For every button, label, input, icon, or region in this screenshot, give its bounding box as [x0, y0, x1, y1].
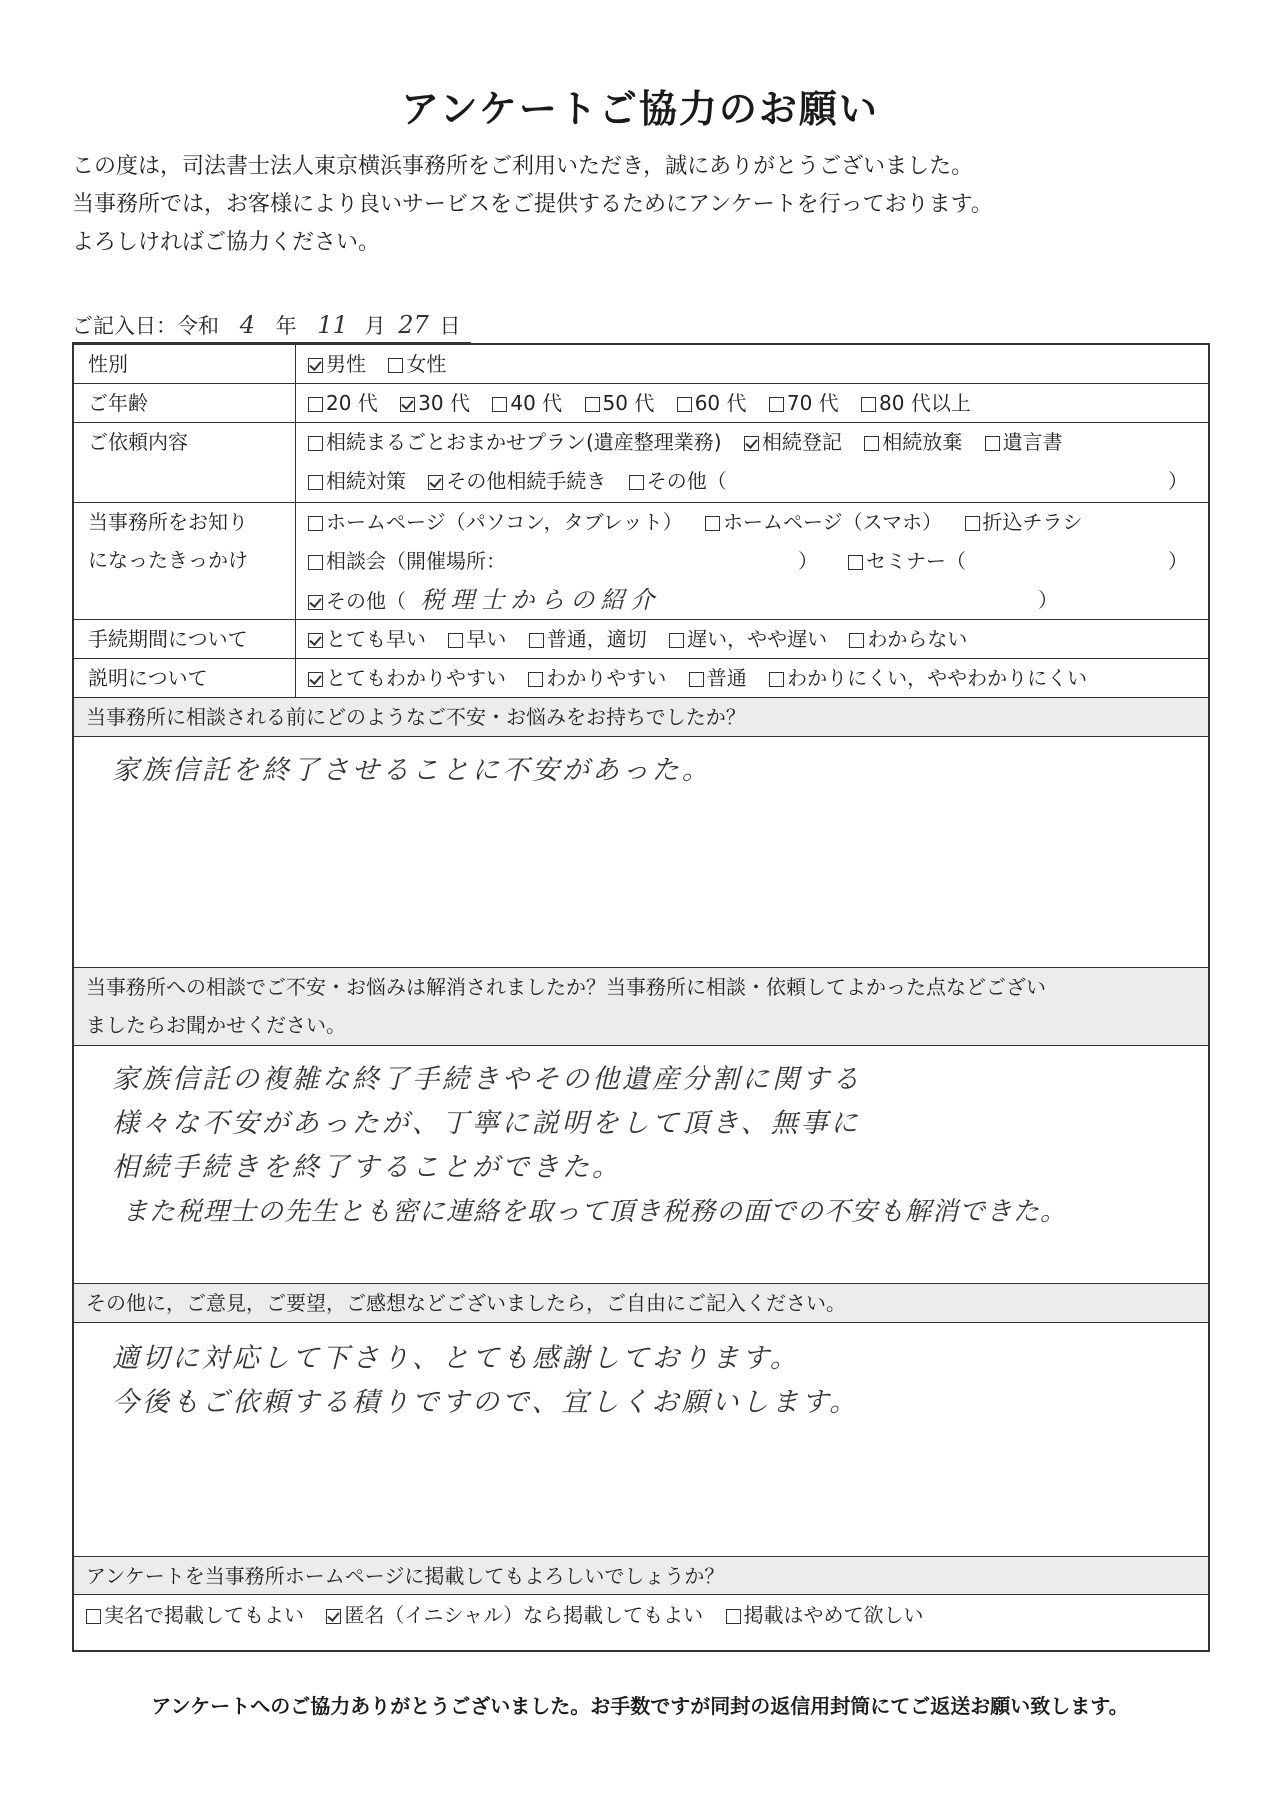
- answer-line: 今後もご依頼する積りですので、宜しくお願いします。: [112, 1387, 860, 1418]
- publish-option[interactable]: [326, 1595, 703, 1635]
- option-label: その他（: [646, 469, 727, 493]
- option-label: 70 代: [786, 391, 839, 415]
- answer-line: 相続手続きを終了することができた。: [112, 1152, 622, 1183]
- request-option[interactable]: [428, 462, 606, 501]
- source-other-value[interactable]: 税理士からの紹介: [420, 586, 661, 614]
- checkbox[interactable]: [400, 397, 415, 412]
- checkbox[interactable]: [769, 397, 784, 412]
- publish-option[interactable]: [86, 1595, 304, 1635]
- survey-form: [72, 343, 1210, 1652]
- checkbox[interactable]: [861, 397, 876, 412]
- gender-options: [298, 345, 1208, 383]
- q1-question: 当事務所に相談される前にどのようなご不安・お悩みをお持ちでしたか？: [74, 698, 1208, 737]
- paren-close: ）: [798, 549, 818, 573]
- date-year[interactable]: 4: [239, 311, 255, 339]
- period-option[interactable]: [448, 620, 506, 659]
- request-option[interactable]: [744, 423, 842, 462]
- option-label: 匿名（イニシャル）なら掲載してもよい: [344, 1603, 704, 1627]
- q1-answer[interactable]: [74, 737, 1208, 968]
- option-label: とてもわかりやすい: [326, 666, 506, 690]
- age-option[interactable]: [769, 384, 839, 423]
- publish-question: アンケートを当事務所ホームページに掲載してもよろしいでしょうか？: [74, 1557, 1208, 1595]
- option-label: 遺言書: [1002, 430, 1063, 454]
- period-options: [298, 620, 1208, 658]
- request-row: [74, 423, 1208, 503]
- age-option[interactable]: [585, 384, 655, 423]
- checkbox[interactable]: [308, 516, 323, 531]
- age-label: ご年齢: [74, 384, 296, 422]
- option-label: 相続放棄: [882, 430, 963, 454]
- checkbox[interactable]: [689, 672, 704, 687]
- answer-line: 適切に対応して下さり、とても感謝しております。: [112, 1343, 800, 1374]
- source-option-other[interactable]: [308, 582, 406, 621]
- answer-line: 家族信託の複雑な終了手続きやその他遺産分割に関する: [112, 1064, 862, 1095]
- explanation-options: [298, 659, 1208, 697]
- period-option[interactable]: [669, 620, 827, 659]
- option-label: 相続まるごとおまかせプラン(遺産整理業務): [326, 430, 722, 454]
- entry-date: [72, 310, 471, 343]
- age-option[interactable]: [492, 384, 562, 423]
- option-label: ホームページ（スマホ）: [722, 510, 943, 534]
- source-options: [298, 503, 1208, 619]
- checkbox[interactable]: [744, 436, 759, 451]
- q2-question: [74, 968, 1208, 1046]
- source-row: [74, 503, 1208, 620]
- checkbox[interactable]: [308, 397, 323, 412]
- gender-option-male[interactable]: [308, 345, 366, 384]
- source-option[interactable]: [308, 503, 683, 542]
- paren-close: ）: [1038, 588, 1058, 612]
- checkbox[interactable]: [848, 555, 863, 570]
- intro-text: [72, 148, 993, 262]
- checkbox[interactable]: [308, 595, 323, 610]
- gender-option-female[interactable]: [388, 345, 446, 384]
- option-label: とても早い: [326, 627, 426, 651]
- checkbox[interactable]: [388, 358, 403, 373]
- q2-question-line: 当事務所への相談でご不安・お悩みは解消されましたか？当事務所に相談・依頼してよかった点などござい: [86, 975, 1046, 999]
- option-label: わかりにくい，ややわかりにくい: [787, 666, 1088, 690]
- option-label: 遅い，やや遅い: [687, 627, 828, 651]
- checkbox[interactable]: [528, 672, 543, 687]
- option-label: 掲載はやめて欲しい: [743, 1603, 924, 1627]
- checkbox[interactable]: [308, 475, 323, 490]
- q2-question-line: ましたらお聞かせください。: [86, 1013, 346, 1037]
- age-row: [74, 384, 1208, 423]
- answer-line: また税理士の先生とも密に連絡を取って頂き税務の面での不安も解消できた。: [122, 1197, 1068, 1227]
- checkbox[interactable]: [308, 555, 323, 570]
- date-month[interactable]: 11: [317, 311, 348, 339]
- checkbox[interactable]: [726, 1609, 741, 1624]
- age-options: [298, 384, 1208, 422]
- request-option[interactable]: [864, 423, 962, 462]
- date-year-unit: 年: [275, 314, 297, 338]
- checkbox[interactable]: [669, 633, 684, 648]
- option-label: 早い: [466, 627, 507, 651]
- option-label: 相談会（開催場所：: [326, 549, 506, 573]
- explanation-option[interactable]: [528, 659, 666, 698]
- option-label: その他相続手続き: [446, 469, 607, 493]
- option-label: 50 代: [602, 391, 655, 415]
- option-label: 20 代: [326, 391, 378, 415]
- date-day-unit: 日: [439, 314, 461, 338]
- request-option[interactable]: [985, 423, 1063, 462]
- intro-line: この度は，司法書士法人東京横浜事務所をご利用いただき，誠にありがとうございました。: [72, 154, 974, 179]
- checkbox[interactable]: [985, 436, 1000, 451]
- request-option[interactable]: [308, 462, 406, 501]
- q3-answer[interactable]: [74, 1323, 1208, 1557]
- gender-row: [74, 345, 1208, 384]
- option-label: 実名で掲載してもよい: [104, 1603, 304, 1627]
- source-label-line: 当事務所をお知り: [88, 510, 248, 534]
- checkbox[interactable]: [308, 672, 323, 687]
- checkbox[interactable]: [965, 516, 980, 531]
- option-label: 普通，適切: [546, 627, 647, 651]
- age-option[interactable]: [677, 384, 747, 423]
- age-option[interactable]: [308, 384, 378, 423]
- checkbox[interactable]: [326, 1609, 341, 1624]
- option-label: 30 代: [418, 391, 470, 415]
- option-label: 男性: [326, 352, 366, 376]
- explanation-row: [74, 659, 1208, 698]
- option-label: 相続対策: [326, 469, 406, 493]
- checkbox[interactable]: [308, 358, 323, 373]
- publish-options: [74, 1595, 1208, 1650]
- checkbox[interactable]: [705, 516, 720, 531]
- q3-question: その他に，ご意見，ご要望，ご感想などございましたら，ご自由にご記入ください。: [74, 1284, 1208, 1323]
- checkbox[interactable]: [86, 1609, 101, 1624]
- request-option-other[interactable]: [629, 462, 727, 501]
- source-option-consult[interactable]: [308, 542, 506, 581]
- checkbox[interactable]: [308, 633, 323, 648]
- publish-option[interactable]: [726, 1595, 924, 1635]
- checkbox[interactable]: [849, 633, 864, 648]
- period-row: [74, 620, 1208, 659]
- checkbox[interactable]: [864, 436, 879, 451]
- q2-answer[interactable]: [74, 1046, 1208, 1284]
- checkbox[interactable]: [448, 633, 463, 648]
- source-option-seminar[interactable]: [848, 542, 966, 581]
- request-options: [298, 423, 1208, 502]
- date-month-unit: 月: [364, 314, 386, 338]
- option-label: 折込チラシ: [982, 510, 1083, 534]
- paren-close: ）: [1168, 549, 1188, 573]
- period-option[interactable]: [849, 620, 967, 659]
- checkbox[interactable]: [629, 475, 644, 490]
- page-title: アンケートご協力のお願い: [401, 87, 879, 131]
- footer-note: アンケートへのご協力ありがとうございました。お手数ですが同封の返信用封筒にてご返送お願い致します。: [151, 1694, 1129, 1718]
- checkbox[interactable]: [769, 672, 784, 687]
- age-option[interactable]: [861, 384, 971, 423]
- answer-line: 家族信託を終了させることに不安があった。: [112, 755, 712, 786]
- option-label: 相続登記: [761, 430, 842, 454]
- age-option[interactable]: [400, 384, 470, 423]
- option-label: わかりやすい: [546, 666, 667, 690]
- period-option[interactable]: [529, 620, 647, 659]
- intro-line: 当事務所では，お客様により良いサービスをご提供するためにアンケートを行っております。: [72, 192, 993, 217]
- option-label: セミナー（: [866, 549, 966, 573]
- checkbox[interactable]: [492, 397, 507, 412]
- checkbox[interactable]: [677, 397, 692, 412]
- explanation-option[interactable]: [769, 659, 1087, 698]
- option-label: その他（: [326, 589, 406, 613]
- date-day[interactable]: 27: [398, 311, 429, 339]
- answer-line: 様々な不安があったが、丁寧に説明をして頂き、無事に: [112, 1108, 861, 1139]
- option-label: ホームページ（パソコン，タブレット）: [326, 510, 683, 534]
- checkbox[interactable]: [428, 475, 443, 490]
- explanation-label: 説明について: [74, 659, 296, 697]
- request-label: ご依頼内容: [74, 423, 296, 502]
- gender-label: 性別: [74, 345, 296, 383]
- explanation-option[interactable]: [689, 659, 747, 698]
- period-option[interactable]: [308, 620, 426, 659]
- paren-close: ）: [1168, 469, 1188, 493]
- source-option[interactable]: [965, 503, 1083, 542]
- source-option[interactable]: [705, 503, 942, 542]
- checkbox[interactable]: [308, 436, 323, 451]
- option-label: 60 代: [694, 391, 747, 415]
- intro-line: よろしければご協力ください。: [72, 230, 381, 255]
- source-label: [74, 503, 296, 619]
- explanation-option[interactable]: [308, 659, 506, 698]
- option-label: わからない: [867, 627, 968, 651]
- date-prefix: ご記入日：令和: [72, 314, 219, 338]
- period-label: 手続期間について: [74, 620, 296, 658]
- option-label: 80 代以上: [879, 391, 971, 415]
- option-label: 40 代: [510, 391, 563, 415]
- checkbox[interactable]: [585, 397, 600, 412]
- option-label: 普通: [706, 666, 747, 690]
- source-label-line: になったきっかけ: [88, 548, 248, 572]
- checkbox[interactable]: [529, 633, 544, 648]
- request-option[interactable]: [308, 423, 722, 462]
- option-label: 女性: [406, 352, 447, 376]
